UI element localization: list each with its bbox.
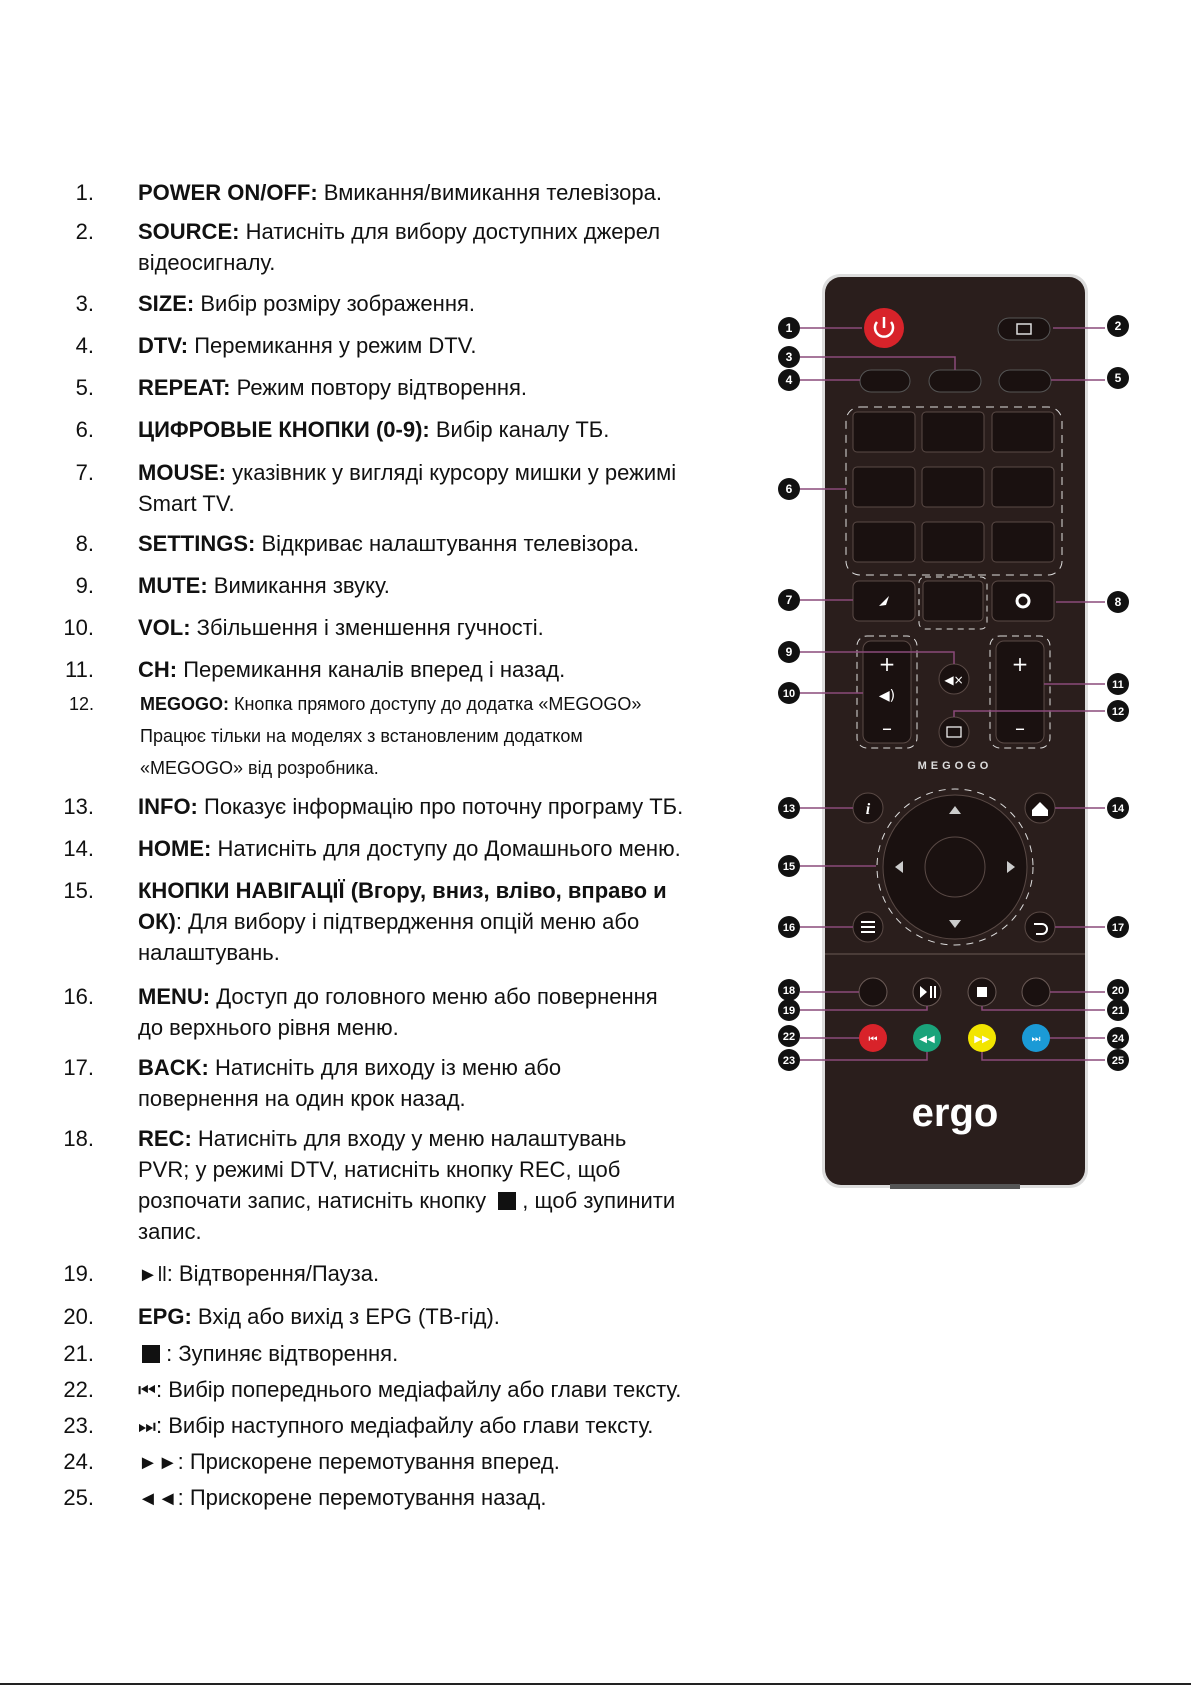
svg-text:10: 10	[782, 688, 796, 700]
svg-text:◀): ◀)	[878, 688, 896, 704]
callout-4	[778, 369, 800, 391]
callout-24	[1107, 1027, 1129, 1049]
rec-button	[859, 978, 887, 1006]
callout-7	[778, 589, 800, 611]
ok-button	[925, 837, 985, 897]
callout-1	[778, 317, 800, 339]
svg-text:7: 7	[785, 593, 793, 607]
svg-text:▶▶: ▶▶	[974, 1034, 990, 1045]
repeat-button	[999, 370, 1051, 392]
svg-text:9: 9	[785, 645, 793, 659]
svg-text:18: 18	[782, 985, 796, 997]
svg-text:11: 11	[1112, 679, 1124, 691]
svg-text:⏮: ⏮	[868, 1034, 878, 1045]
ergo-logo: ergo	[911, 1091, 999, 1135]
svg-text:4: 4	[785, 373, 793, 387]
numeric-keypad	[853, 412, 1054, 562]
svg-text:25: 25	[1111, 1055, 1125, 1067]
svg-text:6: 6	[785, 482, 793, 496]
svg-text:12: 12	[1111, 706, 1125, 718]
svg-text:8: 8	[1114, 595, 1122, 609]
svg-text:15: 15	[782, 861, 796, 873]
callout-3	[778, 346, 800, 368]
svg-text:+: +	[878, 652, 896, 676]
callout-15	[778, 855, 800, 877]
epg-button	[1022, 978, 1050, 1006]
dtv-button	[860, 370, 910, 392]
callout-6	[778, 478, 800, 500]
svg-text:13: 13	[782, 803, 796, 815]
svg-text:2: 2	[1114, 319, 1122, 333]
next-icon: ⏭	[138, 1416, 156, 1438]
svg-text:23: 23	[782, 1055, 796, 1067]
svg-text:14: 14	[1111, 803, 1125, 815]
callout-10	[778, 682, 800, 704]
svg-text:◀×: ◀×	[944, 673, 964, 687]
svg-text:24: 24	[1111, 1033, 1125, 1045]
callout-12	[1107, 700, 1129, 722]
callout-17	[1107, 916, 1129, 938]
svg-text:17: 17	[1111, 922, 1125, 934]
callout-13	[778, 797, 800, 819]
svg-text:◀◀: ◀◀	[919, 1034, 935, 1045]
callout-21	[1107, 999, 1129, 1021]
svg-text:⏭: ⏭	[1031, 1034, 1041, 1045]
size-button	[929, 370, 981, 392]
callout-19	[778, 999, 800, 1021]
svg-text:5: 5	[1114, 371, 1122, 385]
back-button	[1025, 912, 1055, 942]
settings-button	[992, 581, 1054, 621]
callout-2	[1107, 315, 1129, 337]
stop-icon	[142, 1345, 160, 1363]
callout-9	[778, 641, 800, 663]
callout-25	[1107, 1049, 1129, 1071]
callout-20	[1107, 979, 1129, 1001]
callout-16	[778, 916, 800, 938]
fast-forward-icon: ►►	[138, 1452, 178, 1474]
svg-text:21: 21	[1111, 1005, 1125, 1017]
callout-14	[1107, 797, 1129, 819]
callout-23	[778, 1049, 800, 1071]
callout-5	[1107, 367, 1129, 389]
svg-text:i: i	[865, 801, 871, 818]
svg-text:–: –	[1015, 716, 1025, 740]
megogo-label: MEGOGO	[917, 760, 993, 772]
svg-text:22: 22	[782, 1031, 796, 1043]
megogo-button	[939, 717, 969, 747]
stop-square-icon	[498, 1192, 516, 1210]
svg-text:19: 19	[782, 1005, 796, 1017]
previous-icon: ⏮	[138, 1380, 156, 1402]
callout-18	[778, 979, 800, 1001]
svg-text:3: 3	[785, 350, 793, 364]
callout-11	[1107, 673, 1129, 695]
callout-22	[778, 1025, 800, 1047]
svg-text:1: 1	[785, 321, 793, 335]
rewind-icon: ◄◄	[138, 1488, 178, 1510]
source-button	[998, 318, 1050, 340]
svg-text:–: –	[882, 716, 892, 740]
svg-text:+: +	[1011, 652, 1029, 676]
svg-text:16: 16	[782, 922, 796, 934]
callout-8	[1107, 591, 1129, 613]
svg-text:20: 20	[1111, 985, 1125, 997]
remote-control-diagram	[770, 265, 1191, 1200]
play-pause-icon: ►ll	[138, 1264, 167, 1286]
